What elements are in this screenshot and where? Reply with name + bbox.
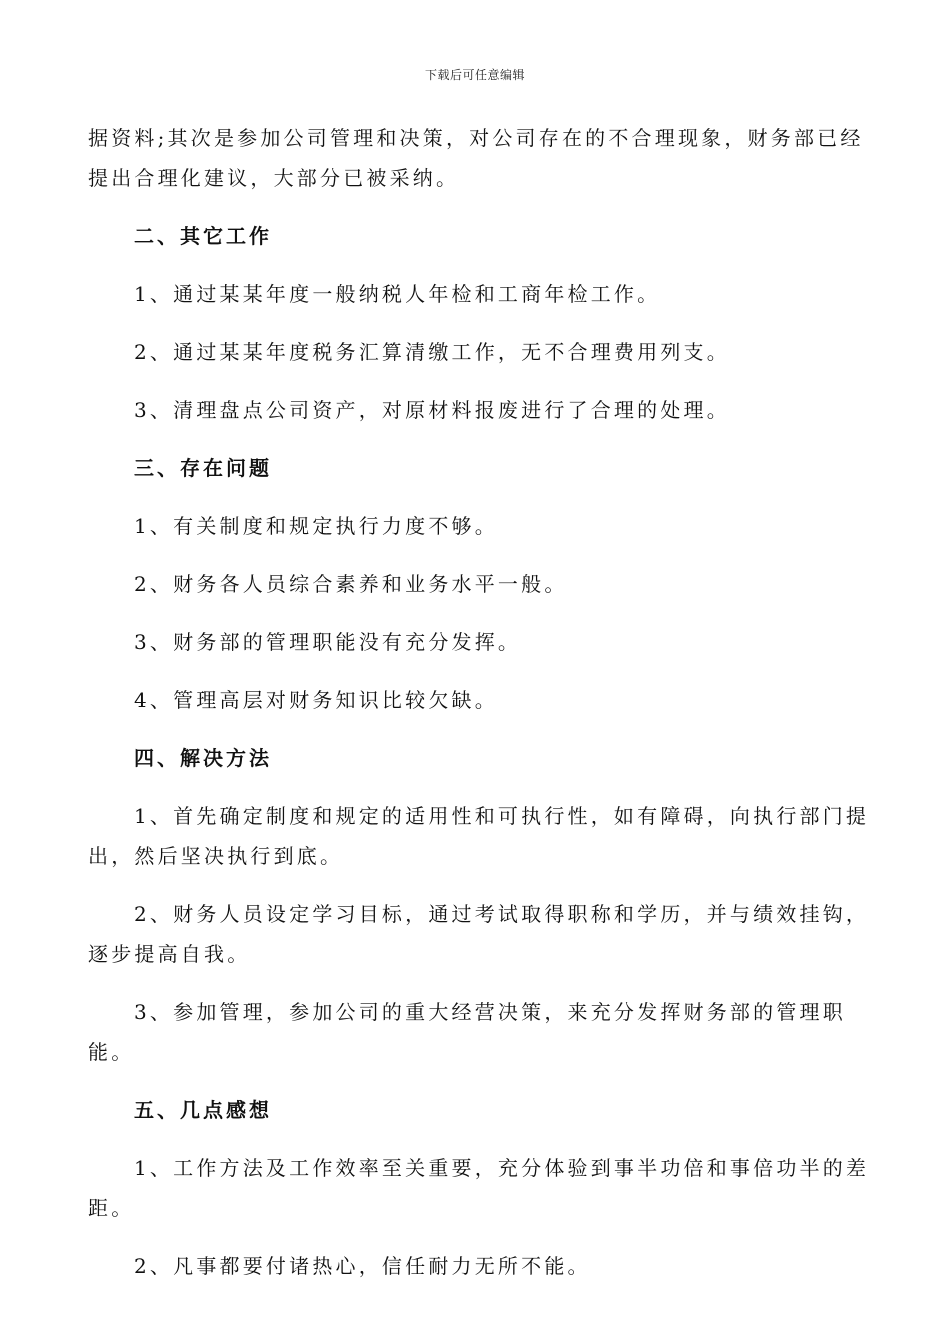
intro-paragraph: 据资料;其次是参加公司管理和决策，对公司存在的不合理现象，财务部已经提出合理化建议，大部分已被采纳。 bbox=[88, 126, 864, 190]
list-item: 1、有关制度和规定执行力度不够。 bbox=[134, 514, 498, 538]
list-item: 2、通过某某年度税务汇算清缴工作，无不合理费用列支。 bbox=[134, 340, 730, 364]
section-heading-solutions: 四、解决方法 bbox=[134, 746, 272, 770]
section-heading-other-work: 二、其它工作 bbox=[134, 224, 272, 248]
page-header-note: 下载后可任意编辑 bbox=[424, 68, 525, 82]
section-heading-problems: 三、存在问题 bbox=[134, 456, 272, 480]
list-item: 3、清理盘点公司资产，对原材料报废进行了合理的处理。 bbox=[134, 398, 730, 422]
list-item: 3、参加管理，参加公司的重大经营决策，来充分发挥财务部的管理职能。 bbox=[88, 1000, 846, 1064]
list-item: 1、通过某某年度一般纳税人年检和工商年检工作。 bbox=[134, 282, 661, 306]
list-item: 4、管理高层对财务知识比较欠缺。 bbox=[134, 688, 498, 712]
list-item: 2、财务人员设定学习目标，通过考试取得职称和学历，并与绩效挂钩，逐步提高自我。 bbox=[88, 902, 870, 966]
document-body bbox=[88, 118, 874, 1286]
list-item: 1、首先确定制度和规定的适用性和可执行性，如有障碍，向执行部门提出，然后坚决执行到底。 bbox=[88, 804, 870, 868]
section-heading-thoughts: 五、几点感想 bbox=[134, 1098, 272, 1122]
list-item: 1、工作方法及工作效率至关重要，充分体验到事半功倍和事倍功半的差距。 bbox=[88, 1156, 870, 1220]
list-item: 3、财务部的管理职能没有充分发挥。 bbox=[134, 630, 522, 654]
list-item: 2、财务各人员综合素养和业务水平一般。 bbox=[134, 572, 568, 596]
list-item: 2、凡事都要付诸热心，信任耐力无所不能。 bbox=[134, 1254, 591, 1278]
